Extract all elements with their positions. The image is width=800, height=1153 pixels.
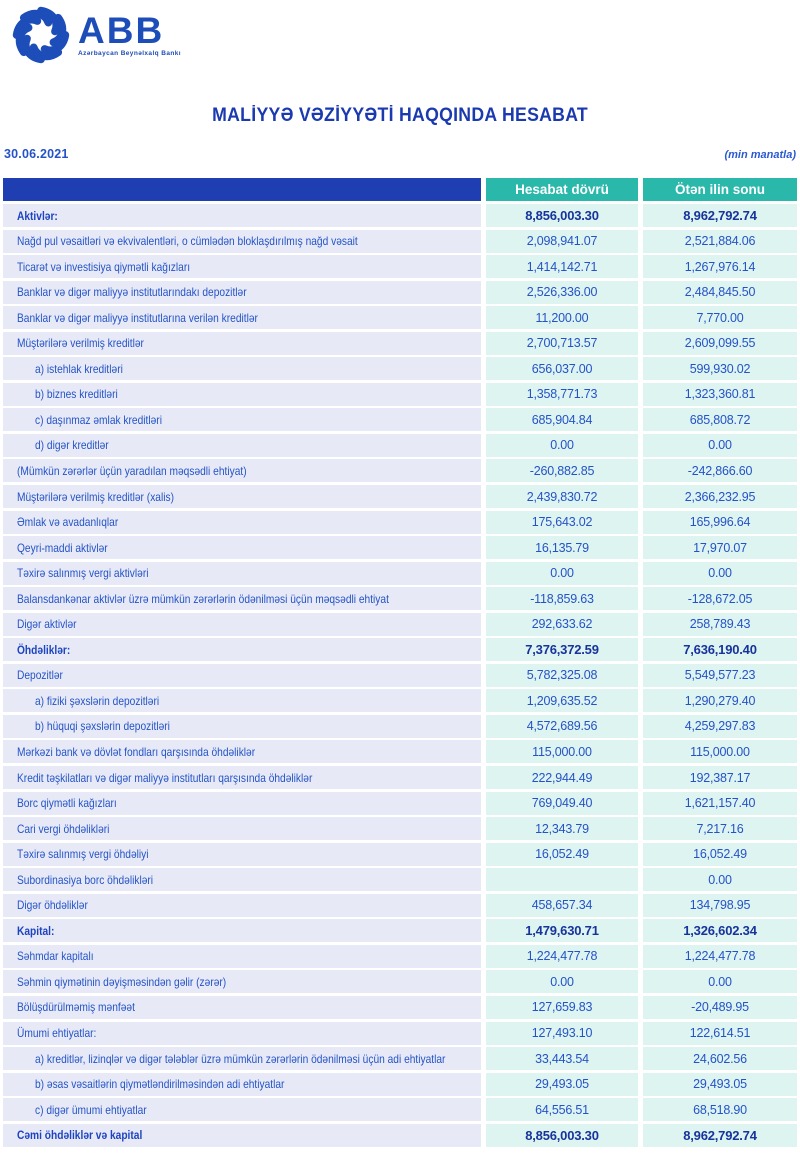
row-label	[3, 843, 481, 866]
row-value-current: 2,439,830.72	[486, 485, 638, 508]
row-value-previous: 2,609,099.55	[643, 332, 797, 355]
row-label	[3, 383, 481, 406]
row-label-text: Müştərilərə verilmiş kreditlər	[17, 336, 144, 351]
row-label	[3, 766, 481, 789]
row-value-current: 769,049.40	[486, 792, 638, 815]
row-label	[3, 613, 481, 636]
row-value-current: 127,659.83	[486, 996, 638, 1019]
row-value-current: 0.00	[486, 970, 638, 993]
row-label-text: c) daşınmaz əmlak kreditləri	[35, 412, 162, 427]
row-label	[3, 1022, 481, 1045]
row-value-previous: 68,518.90	[643, 1098, 797, 1121]
row-label	[3, 1073, 481, 1096]
row-label	[3, 230, 481, 253]
table-row	[3, 970, 797, 993]
row-value-previous: 122,614.51	[643, 1022, 797, 1045]
row-value-previous: 165,996.64	[643, 511, 797, 534]
table-row	[3, 306, 797, 329]
row-label-text: Cəmi öhdəliklər və kapital	[17, 1128, 143, 1143]
table-row	[3, 664, 797, 687]
row-value-current: 0.00	[486, 434, 638, 457]
table-row	[3, 1047, 797, 1070]
row-value-current: 222,944.49	[486, 766, 638, 789]
row-label-text: Digər öhdəliklər	[17, 898, 88, 913]
table-row	[3, 511, 797, 534]
table-row	[3, 843, 797, 866]
row-label-text: Təxirə salınmış vergi aktivləri	[17, 566, 149, 581]
row-value-previous: 1,323,360.81	[643, 383, 797, 406]
row-value-previous: 115,000.00	[643, 740, 797, 763]
table-row	[3, 587, 797, 610]
row-label-text: Səhmin qiymətinin dəyişməsindən gəlir (zərər)	[17, 974, 227, 989]
row-label-text: Bölüşdürülməmiş mənfəət	[17, 1000, 135, 1015]
row-label	[3, 332, 481, 355]
row-label-text: (Mümkün zərərlər üçün yaradılan məqsədli ehtiyat)	[17, 463, 247, 478]
row-label	[3, 996, 481, 1019]
row-value-current: 2,526,336.00	[486, 281, 638, 304]
row-value-previous: 685,808.72	[643, 408, 797, 431]
row-label	[3, 919, 481, 942]
row-value-previous: -242,866.60	[643, 459, 797, 482]
row-value-current: 1,209,635.52	[486, 689, 638, 712]
row-label	[3, 511, 481, 534]
abb-logo	[12, 6, 181, 64]
row-label	[3, 945, 481, 968]
row-value-current: 175,643.02	[486, 511, 638, 534]
row-value-previous: 192,387.17	[643, 766, 797, 789]
table-row	[3, 689, 797, 712]
table-row	[3, 1073, 797, 1096]
row-value-previous: 0.00	[643, 562, 797, 585]
row-value-current: 7,376,372.59	[486, 638, 638, 661]
row-value-previous: -128,672.05	[643, 587, 797, 610]
row-label-text: b) biznes kreditləri	[35, 387, 118, 402]
row-value-previous: 2,484,845.50	[643, 281, 797, 304]
table-row	[3, 945, 797, 968]
row-label-text: Subordinasiya borc öhdəlikləri	[17, 872, 154, 887]
row-label-text: Ticarət və investisiya qiymətli kağızları	[17, 259, 191, 274]
row-label-text: Səhmdar kapitalı	[17, 949, 94, 964]
row-value-previous: 0.00	[643, 434, 797, 457]
row-label	[3, 204, 481, 227]
row-label	[3, 868, 481, 891]
row-value-previous: 8,962,792.74	[643, 1124, 797, 1147]
table-row	[3, 919, 797, 942]
table-row	[3, 485, 797, 508]
row-value-current: 5,782,325.08	[486, 664, 638, 687]
row-label-text: a) istehlak kreditləri	[35, 361, 123, 376]
table-body	[3, 204, 797, 1147]
table-row	[3, 894, 797, 917]
table-row	[3, 740, 797, 763]
table-row	[3, 536, 797, 559]
row-value-current: 1,479,630.71	[486, 919, 638, 942]
row-value-current: 2,098,941.07	[486, 230, 638, 253]
page-title: MALİYYƏ VƏZİYYƏTİ HAQQINDA HESABAT	[212, 105, 588, 126]
row-label-text: a) kreditlər, lizinqlər və digər tələblər üzrə mümkün zərərlərin ödənilməsi üçün adi ehtiyatlar	[35, 1051, 446, 1066]
row-label-text: Balansdankənar aktivlər üzrə mümkün zərərlərin ödənilməsi üçün məqsədli ehtiyat	[17, 591, 389, 606]
row-value-current: 8,856,003.30	[486, 204, 638, 227]
table-row	[3, 868, 797, 891]
row-label-text: Digər aktivlər	[17, 617, 77, 632]
row-label	[3, 281, 481, 304]
row-value-current: 16,135.79	[486, 536, 638, 559]
row-value-current: 4,572,689.56	[486, 715, 638, 738]
row-label	[3, 587, 481, 610]
row-label	[3, 459, 481, 482]
row-value-previous: 0.00	[643, 970, 797, 993]
row-value-previous: 2,366,232.95	[643, 485, 797, 508]
row-label-text: Kapital:	[17, 923, 55, 938]
row-label	[3, 894, 481, 917]
table-row	[3, 613, 797, 636]
table-row	[3, 1098, 797, 1121]
row-label	[3, 408, 481, 431]
col-header-reporting-period: Hesabat dövrü	[486, 178, 638, 201]
header-spacer-bar	[3, 178, 481, 201]
row-value-previous: 8,962,792.74	[643, 204, 797, 227]
row-value-current: 1,224,477.78	[486, 945, 638, 968]
row-label	[3, 1047, 481, 1070]
row-label-text: b) hüquqi şəxslərin depozitləri	[35, 719, 170, 734]
row-label-text: Mərkəzi bank və dövlət fondları qarşısında öhdəliklər	[17, 744, 256, 759]
row-value-previous: 1,621,157.40	[643, 792, 797, 815]
row-label-text: Əmlak və avadanlıqlar	[17, 515, 119, 530]
row-value-previous: 599,930.02	[643, 357, 797, 380]
row-label	[3, 485, 481, 508]
table-row	[3, 562, 797, 585]
row-value-previous: 24,602.56	[643, 1047, 797, 1070]
row-label-text: Qeyri-maddi aktivlər	[17, 540, 108, 555]
row-value-previous: 5,549,577.23	[643, 664, 797, 687]
row-label-text: Banklar və digər maliyyə institutlarındakı depozitlər	[17, 285, 247, 300]
row-value-current: 12,343.79	[486, 817, 638, 840]
row-value-current: 2,700,713.57	[486, 332, 638, 355]
row-label-text: d) digər kreditlər	[35, 438, 109, 453]
meta-row	[4, 147, 796, 161]
table-row	[3, 383, 797, 406]
row-label-text: b) əsas vəsaitlərin qiymətləndirilməsindən adi ehtiyatlar	[35, 1077, 285, 1092]
row-label-text: Banklar və digər maliyyə institutlarına verilən kreditlər	[17, 310, 258, 325]
row-value-current: 656,037.00	[486, 357, 638, 380]
row-value-previous: 4,259,297.83	[643, 715, 797, 738]
row-label-text: Kredit təşkilatları və digər maliyyə institutları qarşısında öhdəliklər	[17, 770, 313, 785]
row-value-current: -118,859.63	[486, 587, 638, 610]
row-value-previous: 0.00	[643, 868, 797, 891]
row-label-text: Borc qiymətli kağızları	[17, 796, 117, 811]
row-value-previous: 2,521,884.06	[643, 230, 797, 253]
row-value-current: 33,443.54	[486, 1047, 638, 1070]
row-label	[3, 664, 481, 687]
row-value-current	[486, 868, 638, 891]
row-value-current: 0.00	[486, 562, 638, 585]
table-row	[3, 1124, 797, 1147]
row-value-previous: 134,798.95	[643, 894, 797, 917]
table-row	[3, 715, 797, 738]
row-label-text: Nağd pul vəsaitləri və ekvivalentləri, o cümlədən bloklaşdırılmış nağd vəsait	[17, 234, 358, 249]
table-row	[3, 281, 797, 304]
logo-subtitle: Azərbaycan Beynəlxalq Bankı	[78, 50, 181, 57]
table-row	[3, 255, 797, 278]
abb-swirl-icon	[12, 6, 70, 64]
row-value-current: 1,358,771.73	[486, 383, 638, 406]
row-value-current: 64,556.51	[486, 1098, 638, 1121]
row-value-current: 29,493.05	[486, 1073, 638, 1096]
table-row	[3, 996, 797, 1019]
row-value-current: 685,904.84	[486, 408, 638, 431]
logo-abbreviation: ABB	[78, 10, 165, 51]
table-row	[3, 332, 797, 355]
row-label-text: Müştərilərə verilmiş kreditlər (xalis)	[17, 489, 174, 504]
row-label-text: c) digər ümumi ehtiyatlar	[35, 1102, 147, 1117]
row-value-previous: 258,789.43	[643, 613, 797, 636]
table-row	[3, 230, 797, 253]
row-label	[3, 255, 481, 278]
row-label-text: Öhdəliklər:	[17, 642, 71, 657]
row-value-current: 16,052.49	[486, 843, 638, 866]
unit-note: (min manatla)	[724, 149, 796, 161]
table-header	[3, 178, 797, 201]
row-value-current: 458,657.34	[486, 894, 638, 917]
table-row	[3, 1022, 797, 1045]
row-label-text: Ümumi ehtiyatlar:	[17, 1026, 97, 1040]
row-label	[3, 970, 481, 993]
row-value-previous: 7,217.16	[643, 817, 797, 840]
row-value-previous: 1,290,279.40	[643, 689, 797, 712]
row-label	[3, 536, 481, 559]
report-date: 30.06.2021	[4, 147, 69, 161]
row-label	[3, 715, 481, 738]
table-row	[3, 204, 797, 227]
table-row	[3, 357, 797, 380]
row-value-current: 11,200.00	[486, 306, 638, 329]
row-value-previous: 17,970.07	[643, 536, 797, 559]
row-value-current: 292,633.62	[486, 613, 638, 636]
table-row	[3, 459, 797, 482]
row-label	[3, 1098, 481, 1121]
row-label-text: Aktivlər:	[17, 208, 58, 223]
row-label	[3, 740, 481, 763]
row-value-previous: 1,224,477.78	[643, 945, 797, 968]
row-label	[3, 1124, 481, 1147]
row-value-previous: 1,326,602.34	[643, 919, 797, 942]
row-value-previous: 29,493.05	[643, 1073, 797, 1096]
row-label	[3, 306, 481, 329]
table-row	[3, 766, 797, 789]
row-value-current: -260,882.85	[486, 459, 638, 482]
row-label	[3, 817, 481, 840]
row-label-text: Cari vergi öhdəlikləri	[17, 821, 110, 836]
row-value-current: 115,000.00	[486, 740, 638, 763]
row-value-current: 127,493.10	[486, 1022, 638, 1045]
row-value-previous: 16,052.49	[643, 843, 797, 866]
row-value-previous: 7,636,190.40	[643, 638, 797, 661]
row-value-previous: -20,489.95	[643, 996, 797, 1019]
table-row	[3, 408, 797, 431]
row-value-current: 1,414,142.71	[486, 255, 638, 278]
row-value-previous: 1,267,976.14	[643, 255, 797, 278]
row-label	[3, 562, 481, 585]
row-label-text: Depozitlər	[17, 668, 63, 683]
row-value-current: 8,856,003.30	[486, 1124, 638, 1147]
col-header-prev-year-end: Ötən ilin sonu	[643, 178, 797, 201]
financial-table	[3, 178, 797, 1147]
table-row	[3, 817, 797, 840]
table-row	[3, 792, 797, 815]
row-label-text: Təxirə salınmış vergi öhdəliyi	[17, 847, 149, 862]
row-value-previous: 7,770.00	[643, 306, 797, 329]
row-label	[3, 434, 481, 457]
logo-text	[78, 10, 181, 57]
table-row	[3, 434, 797, 457]
row-label	[3, 357, 481, 380]
table-row	[3, 638, 797, 661]
row-label-text: a) fiziki şəxslərin depozitləri	[35, 693, 160, 708]
row-label	[3, 689, 481, 712]
row-label	[3, 638, 481, 661]
row-label	[3, 792, 481, 815]
